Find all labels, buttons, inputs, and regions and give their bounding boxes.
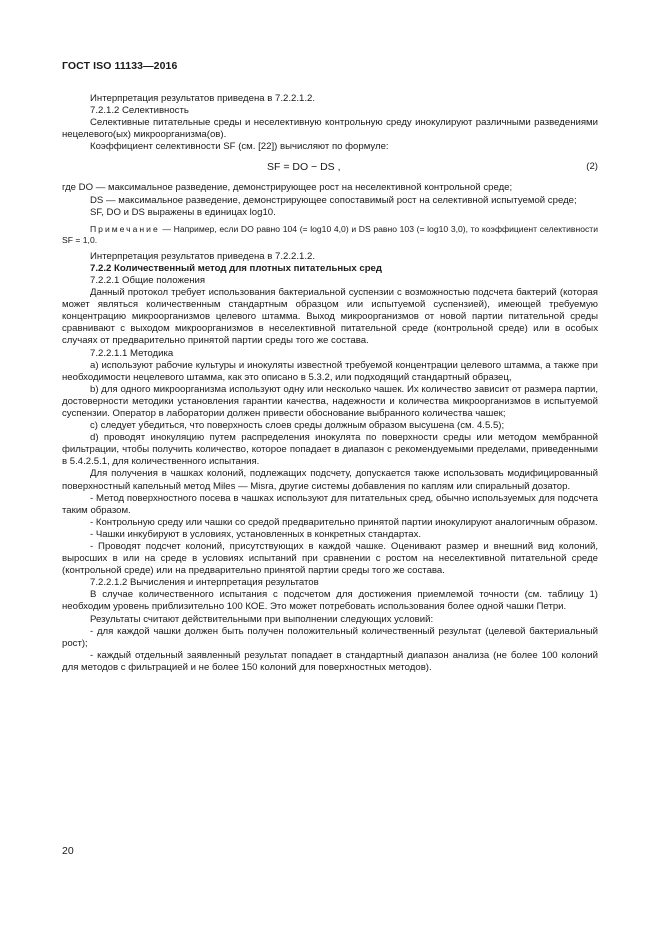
formula: SF = DO − DS , — [267, 161, 341, 174]
page-number: 20 — [62, 845, 74, 857]
list-item: - Метод поверхностного посева в чашках используют для питательных сред, обычно используемых для подсчета таким образом. — [62, 492, 598, 516]
list-item: - Чашки инкубируют в условиях, установленных в конкретных стандартах. — [90, 528, 422, 540]
note-label: Примечание — [90, 223, 160, 234]
list-item: - Контрольную среду или чашки со средой предварительно принятой партии инокулируют аналогичным образом. — [90, 516, 598, 528]
paragraph: В случае количественного испытания с подсчетом для достижения приемлемой точности (см. таблицу 1) необходим уровень приблизительно 100 КОЕ. Это может потребовать использования более одной чашки Петри. — [62, 589, 598, 613]
section-heading: 7.2.2.1.2 Вычисления и интерпретация результатов — [90, 577, 319, 589]
page-header: ГОСТ ISO 11133—2016 — [62, 60, 178, 72]
definition: SF, DO и DS выражены в единицах log10. — [90, 206, 276, 218]
paragraph: Результаты считают действительными при выполнении следующих условий: — [90, 613, 434, 625]
list-item: - каждый отдельный заявленный результат попадает в стандартный диапазон анализа (не более 100 колоний для методов с фильтрацией и не более 150 колоний для поверхностных методов). — [62, 649, 598, 673]
list-item: b) для одного микроорганизма используют одну или несколько чашек. Их количество зависит от размера партии, достоверности методики установления гарантии качества, надежности и количества микроорганизмов в испытуемой суспензии. Оператор в лаборатории должен привести обоснование выбранного количества чашек; — [62, 383, 598, 419]
document-body — [62, 93, 598, 674]
list-item: d) проводят инокуляцию путем распределения инокулята по поверхности среды или методом мембранной фильтрации, чтобы получить количество, которое попадает в диапазон с рекомендуемыми пределами, приведенными в 5.4.2.5.1, для количественного испытания. — [62, 432, 598, 468]
paragraph: Данный протокол требует использования бактериальной суспензии с возможностью подсчета бактерий (которая может являться количественным стандартным образцом или испытуемой суспензией), имеющей требуемую концентрацию микроорганизмов целевого штамма. Выход микроорганизмов от новой партии питательной среды сравнивают с выходом микроорганизмов в неселективной питательной среде (контрольной среде) или в особых случаях от предварительно принятой партии среды того же состава. — [62, 287, 598, 347]
paragraph: Интерпретация результатов приведена в 7.2.2.1.2. — [90, 250, 316, 262]
section-heading: 7.2.1.2 Селективность — [90, 105, 189, 117]
paragraph: Коэффициент селективности SF (см. [22]) вычисляют по формуле: — [90, 141, 389, 153]
list-item: a) используют рабочие культуры и инокуляты известной требуемой концентрации целевого штамма, а также при необходимости нецелевого штамма, как это описано в 5.3.2, или подходящий стандартный образец, — [62, 359, 598, 383]
list-item: c) следует убедиться, что поверхность слоев среды должным образом высушена (см. 4.5.5); — [90, 420, 505, 432]
paragraph: Селективные питательные среды и неселективную контрольную среду инокулируют различными разведениями нецелевого(ых) микроорганизма(ов). — [62, 117, 598, 141]
note — [62, 224, 598, 246]
definition: DS — максимальное разведение, демонстрирующее сопоставимый рост на селективной испытуемой среде; — [90, 194, 577, 206]
section-heading: 7.2.2.1.1 Методика — [90, 347, 174, 359]
definition: где DO — максимальное разведение, демонстрирующее рост на неселективной контрольной среде; — [62, 182, 513, 194]
section-heading: 7.2.2.1 Общие положения — [90, 274, 206, 286]
paragraph: Для получения в чашках колоний, подлежащих подсчету, допускается также использовать модифицированный поверхностный капельный метод Miles — Misra, другие системы добавления по каплям или спиральный дозатор. — [62, 468, 598, 492]
note-text: — Например, если DO равно 104 (= log10 4,0) и DS равно 103 (= log10 3,0), то коэффициент селективности SF = 1,0. — [62, 223, 599, 245]
formula-number: (2) — [586, 161, 598, 173]
formula-block — [62, 156, 598, 182]
list-item: - для каждой чашки должен быть получен положительный количественный результат (целевой бактериальный рост); — [62, 625, 598, 649]
paragraph: Интерпретация результатов приведена в 7.2.2.1.2. — [90, 93, 316, 104]
section-heading: 7.2.2 Количественный метод для плотных питательных сред — [90, 262, 382, 274]
list-item: - Проводят подсчет колоний, присутствующих в каждой чашке. Оценивают размер и внешний вид колоний, выросших в или на среде в условиях испытаний при сравнении с ростом на неселективной питательной среде (контрольной среде) или на предварительно принятой партии среды того же состава. — [62, 541, 598, 577]
